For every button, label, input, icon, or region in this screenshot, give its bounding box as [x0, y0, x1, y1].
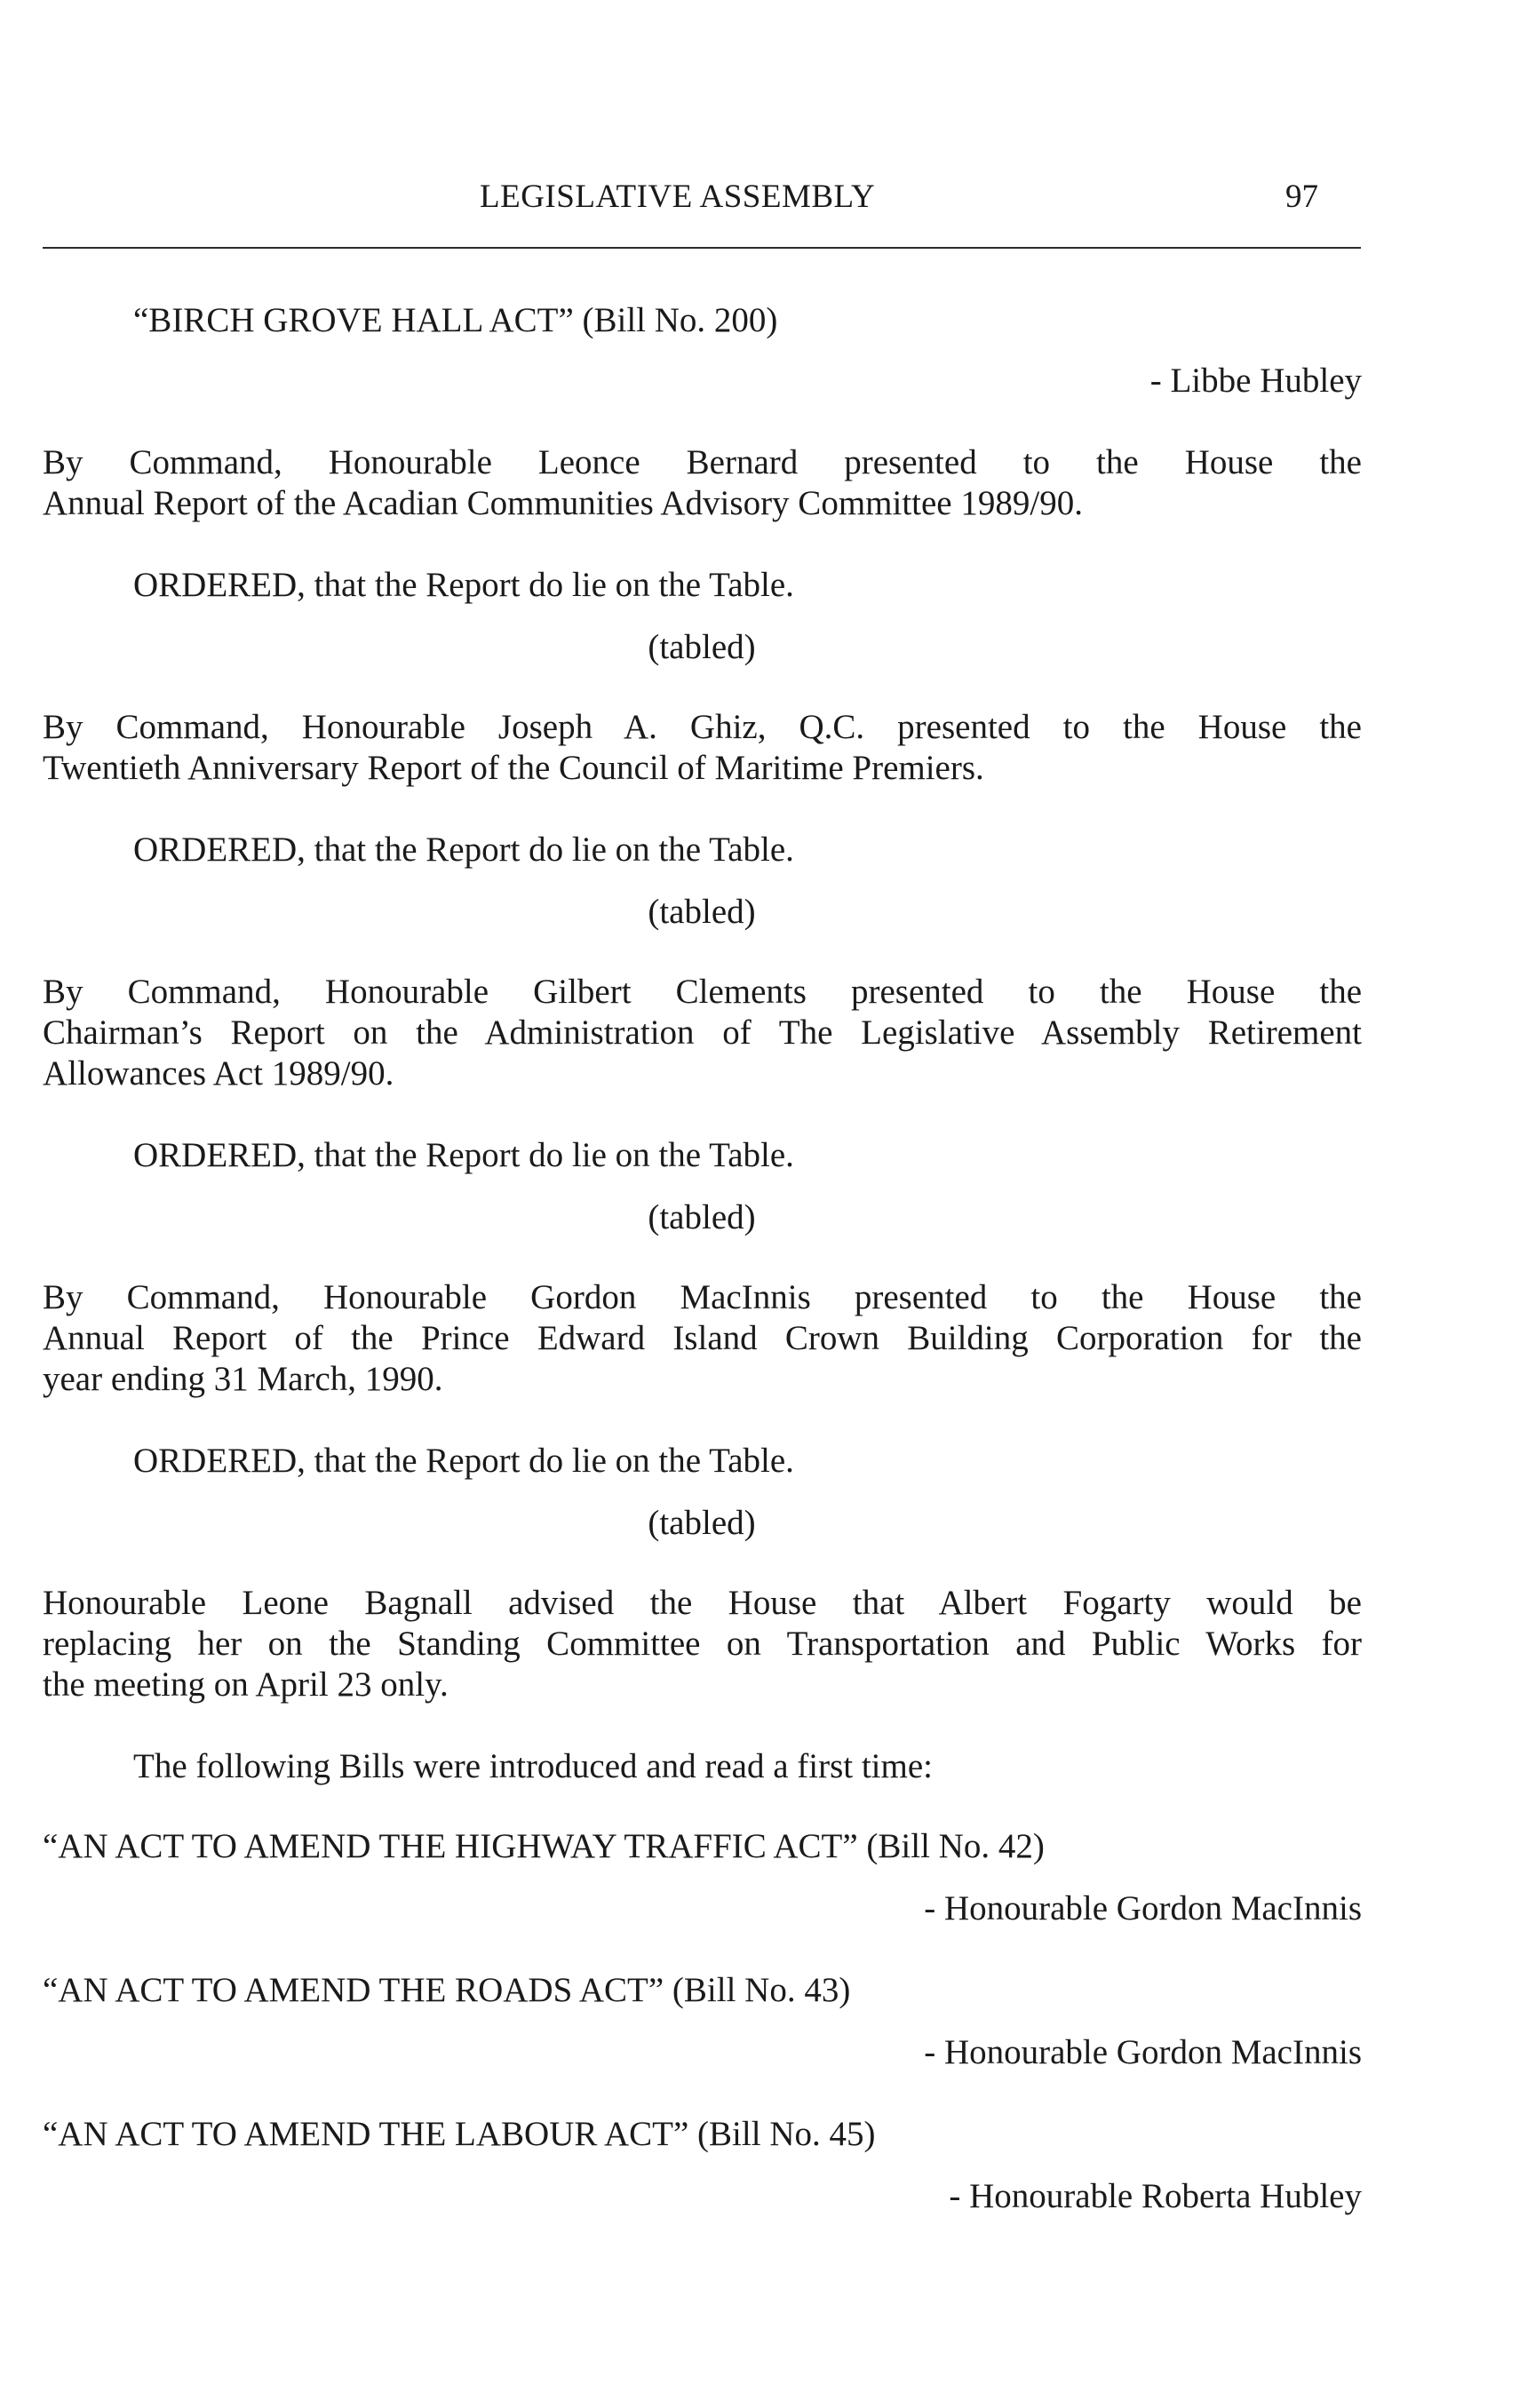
- paragraph-line: By Command, Honourable Gilbert Clements presented to the House the: [43, 973, 1362, 1011]
- paragraph-line: year ending 31 March, 1990.: [43, 1360, 443, 1398]
- paragraph-line: Chairman’s Report on the Administration of The Legislative Assembly Retirement: [43, 1013, 1362, 1052]
- ordered-line: ORDERED, that the Report do lie on the Table.: [133, 830, 794, 869]
- paragraph-line: By Command, Honourable Joseph A. Ghiz, Q.C. presented to the House the: [43, 708, 1362, 746]
- paragraph-line: the meeting on April 23 only.: [43, 1665, 449, 1704]
- bills-intro: The following Bills were introduced and read a first time:: [133, 1747, 933, 1785]
- bill-title: “AN ACT TO AMEND THE LABOUR ACT” (Bill No. 45): [43, 2115, 876, 2153]
- tabled-note: (tabled): [648, 1504, 756, 1542]
- paragraph-line: Annual Report of the Acadian Communities Advisory Committee 1989/90.: [43, 484, 1083, 522]
- ordered-line: ORDERED, that the Report do lie on the Table.: [133, 1136, 794, 1174]
- ordered-line: ORDERED, that the Report do lie on the Table.: [133, 566, 794, 604]
- bill-sponsor: - Honourable Gordon MacInnis: [924, 2033, 1362, 2071]
- running-header-title: LEGISLATIVE ASSEMBLY: [480, 179, 876, 215]
- ordered-line: ORDERED, that the Report do lie on the Table.: [133, 1442, 794, 1480]
- paragraph-line: replacing her on the Standing Committee on Transportation and Public Works for: [43, 1625, 1362, 1663]
- bill-title: “BIRCH GROVE HALL ACT” (Bill No. 200): [133, 301, 778, 339]
- tabled-note: (tabled): [648, 628, 756, 666]
- paragraph-line: Honourable Leone Bagnall advised the House that Albert Fogarty would be: [43, 1584, 1362, 1622]
- bill-sponsor: - Honourable Gordon MacInnis: [924, 1889, 1362, 1927]
- paragraph-line: Twentieth Anniversary Report of the Council of Maritime Premiers.: [43, 749, 984, 787]
- page-number: 97: [1285, 179, 1318, 215]
- paragraph-line: Allowances Act 1989/90.: [43, 1054, 394, 1093]
- paragraph-line: By Command, Honourable Leonce Bernard presented to the House the: [43, 443, 1362, 481]
- bill-sponsor: - Honourable Roberta Hubley: [949, 2177, 1362, 2215]
- tabled-note: (tabled): [648, 1198, 756, 1236]
- bill-title: “AN ACT TO AMEND THE HIGHWAY TRAFFIC ACT” (Bill No. 42): [43, 1827, 1045, 1865]
- paragraph-line: Annual Report of the Prince Edward Island Crown Building Corporation for the: [43, 1319, 1362, 1357]
- header-rule: [43, 247, 1361, 249]
- paragraph-line: By Command, Honourable Gordon MacInnis presented to the House the: [43, 1278, 1362, 1316]
- bill-sponsor: - Libbe Hubley: [1149, 362, 1362, 400]
- tabled-note: (tabled): [648, 893, 756, 931]
- bill-title: “AN ACT TO AMEND THE ROADS ACT” (Bill No. 43): [43, 1971, 851, 2009]
